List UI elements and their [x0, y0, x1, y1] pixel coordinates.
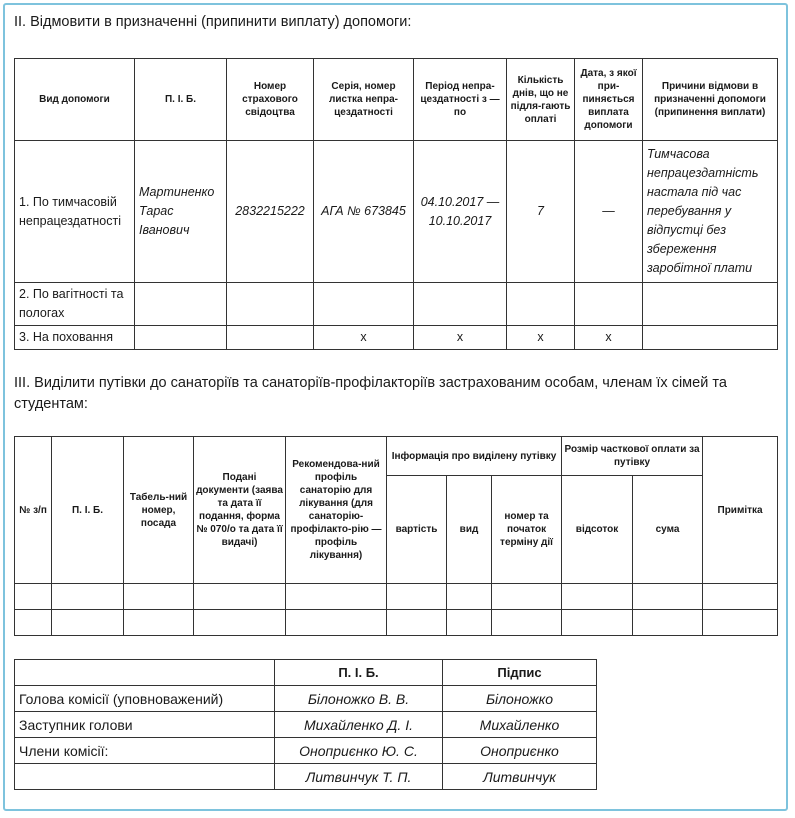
benefit-type: 1. По тимчасовій непрацездатності	[15, 141, 135, 283]
empty-cell	[387, 610, 447, 636]
member-signature: Михайленко	[443, 712, 597, 738]
sick-sheet-number: х	[314, 326, 414, 350]
header-cell: Підпис	[443, 660, 597, 686]
header-cell: Вид допомоги	[15, 59, 135, 141]
sick-period: 04.10.2017 — 10.10.2017	[414, 141, 507, 283]
sick-period: х	[414, 326, 507, 350]
committee-role: Голова комісії (уповноважений)	[15, 686, 275, 712]
empty-cell	[492, 584, 562, 610]
insurance-number	[227, 283, 314, 326]
member-signature: Білоножко	[443, 686, 597, 712]
table-row	[15, 686, 597, 712]
header-cell: Розмір часткової оплати за путівку	[562, 437, 703, 476]
header-cell: вид	[447, 476, 492, 584]
header-cell: Причини відмови в призначенні допомоги (припинення виплати)	[643, 59, 778, 141]
empty-cell	[286, 584, 387, 610]
member-name: Білоножко В. В.	[275, 686, 443, 712]
empty-cell	[124, 610, 194, 636]
empty-cell	[562, 584, 633, 610]
refusal-reason: Тимчасова непрацездатність настала під час перебування у відпустці без збереження заробітної плати	[643, 141, 778, 283]
empty-cell	[52, 610, 124, 636]
member-name: Оноприєнко Ю. С.	[275, 738, 443, 764]
benefit-type: 2. По вагітності та пологах	[15, 283, 135, 326]
header-cell: номер та початок терміну дії	[492, 476, 562, 584]
header-cell: П. І. Б.	[135, 59, 227, 141]
table-row	[15, 283, 778, 326]
header-cell: вартість	[387, 476, 447, 584]
sick-sheet-number: АГА № 673845	[314, 141, 414, 283]
table-header-row	[15, 437, 778, 476]
table-header-row	[15, 660, 597, 686]
signatures-table	[14, 659, 597, 790]
member-name: Михайленко Д. І.	[275, 712, 443, 738]
unpaid-days: 7	[507, 141, 575, 283]
header-cell: Номер страхового свідоцтва	[227, 59, 314, 141]
empty-cell	[447, 610, 492, 636]
stop-date: —	[575, 141, 643, 283]
empty-cell	[492, 610, 562, 636]
empty-cell	[194, 610, 286, 636]
insurance-number: 2832215222	[227, 141, 314, 283]
empty-cell	[194, 584, 286, 610]
unpaid-days: х	[507, 326, 575, 350]
table-row	[15, 764, 597, 790]
refusal-reason	[643, 326, 778, 350]
unpaid-days	[507, 283, 575, 326]
full-name	[135, 326, 227, 350]
empty-cell	[447, 584, 492, 610]
sick-sheet-number	[314, 283, 414, 326]
table-header-row	[15, 59, 778, 141]
table-row	[15, 738, 597, 764]
committee-role: Члени комісії:	[15, 738, 275, 764]
header-cell	[15, 660, 275, 686]
full-name: Мартиненко Тарас Іванович	[135, 141, 227, 283]
empty-cell	[703, 584, 778, 610]
header-cell: П. І. Б.	[275, 660, 443, 686]
sick-period	[414, 283, 507, 326]
header-cell: відсоток	[562, 476, 633, 584]
empty-cell	[52, 584, 124, 610]
empty-cell	[387, 584, 447, 610]
header-cell: Рекомендова-ний профіль санаторію для лікування (для санаторію-профілакто-рію — профіль лікування)	[286, 437, 387, 584]
table-row	[15, 584, 778, 610]
refusal-reason	[643, 283, 778, 326]
empty-cell	[15, 584, 52, 610]
section-3-heading: III. Виділити путівки до санаторіїв та санаторіїв-профілакторіїв застрахованим особам, членам їх сімей та студентам:	[14, 375, 727, 412]
empty-cell	[124, 584, 194, 610]
empty-cell	[286, 610, 387, 636]
stop-date: х	[575, 326, 643, 350]
header-cell: Кількість днів, що не підля-гають оплаті	[507, 59, 575, 141]
vouchers-table	[14, 436, 778, 636]
empty-cell	[15, 610, 52, 636]
member-name: Литвинчук Т. П.	[275, 764, 443, 790]
table-row	[15, 141, 778, 283]
empty-cell	[562, 610, 633, 636]
member-signature: Оноприєнко	[443, 738, 597, 764]
section-2-heading: II. Відмовити в призначенні (припинити виплату) допомоги:	[14, 14, 412, 30]
empty-cell	[633, 610, 703, 636]
full-name	[135, 283, 227, 326]
benefit-type: 3. На поховання	[15, 326, 135, 350]
header-cell: сума	[633, 476, 703, 584]
empty-cell	[703, 610, 778, 636]
header-cell: Період непра-цездатності з — по	[414, 59, 507, 141]
committee-role	[15, 764, 275, 790]
header-cell: № з/п	[15, 437, 52, 584]
empty-cell	[633, 584, 703, 610]
table-row	[15, 326, 778, 350]
table-row	[15, 712, 597, 738]
header-cell: Серія, номер листка непра-цездатності	[314, 59, 414, 141]
header-cell: Подані документи (заява та дата її подання, форма № 070/о та дата її видачі)	[194, 437, 286, 584]
stop-date	[575, 283, 643, 326]
header-cell: Дата, з якої при-пиняється виплата допомоги	[575, 59, 643, 141]
header-cell: Табель-ний номер, посада	[124, 437, 194, 584]
header-cell: Примітка	[703, 437, 778, 584]
member-signature: Литвинчук	[443, 764, 597, 790]
insurance-number	[227, 326, 314, 350]
committee-role: Заступник голови	[15, 712, 275, 738]
header-cell: Інформація про виділену путівку	[387, 437, 562, 476]
header-cell: П. І. Б.	[52, 437, 124, 584]
refusal-table	[14, 58, 778, 350]
table-row	[15, 610, 778, 636]
